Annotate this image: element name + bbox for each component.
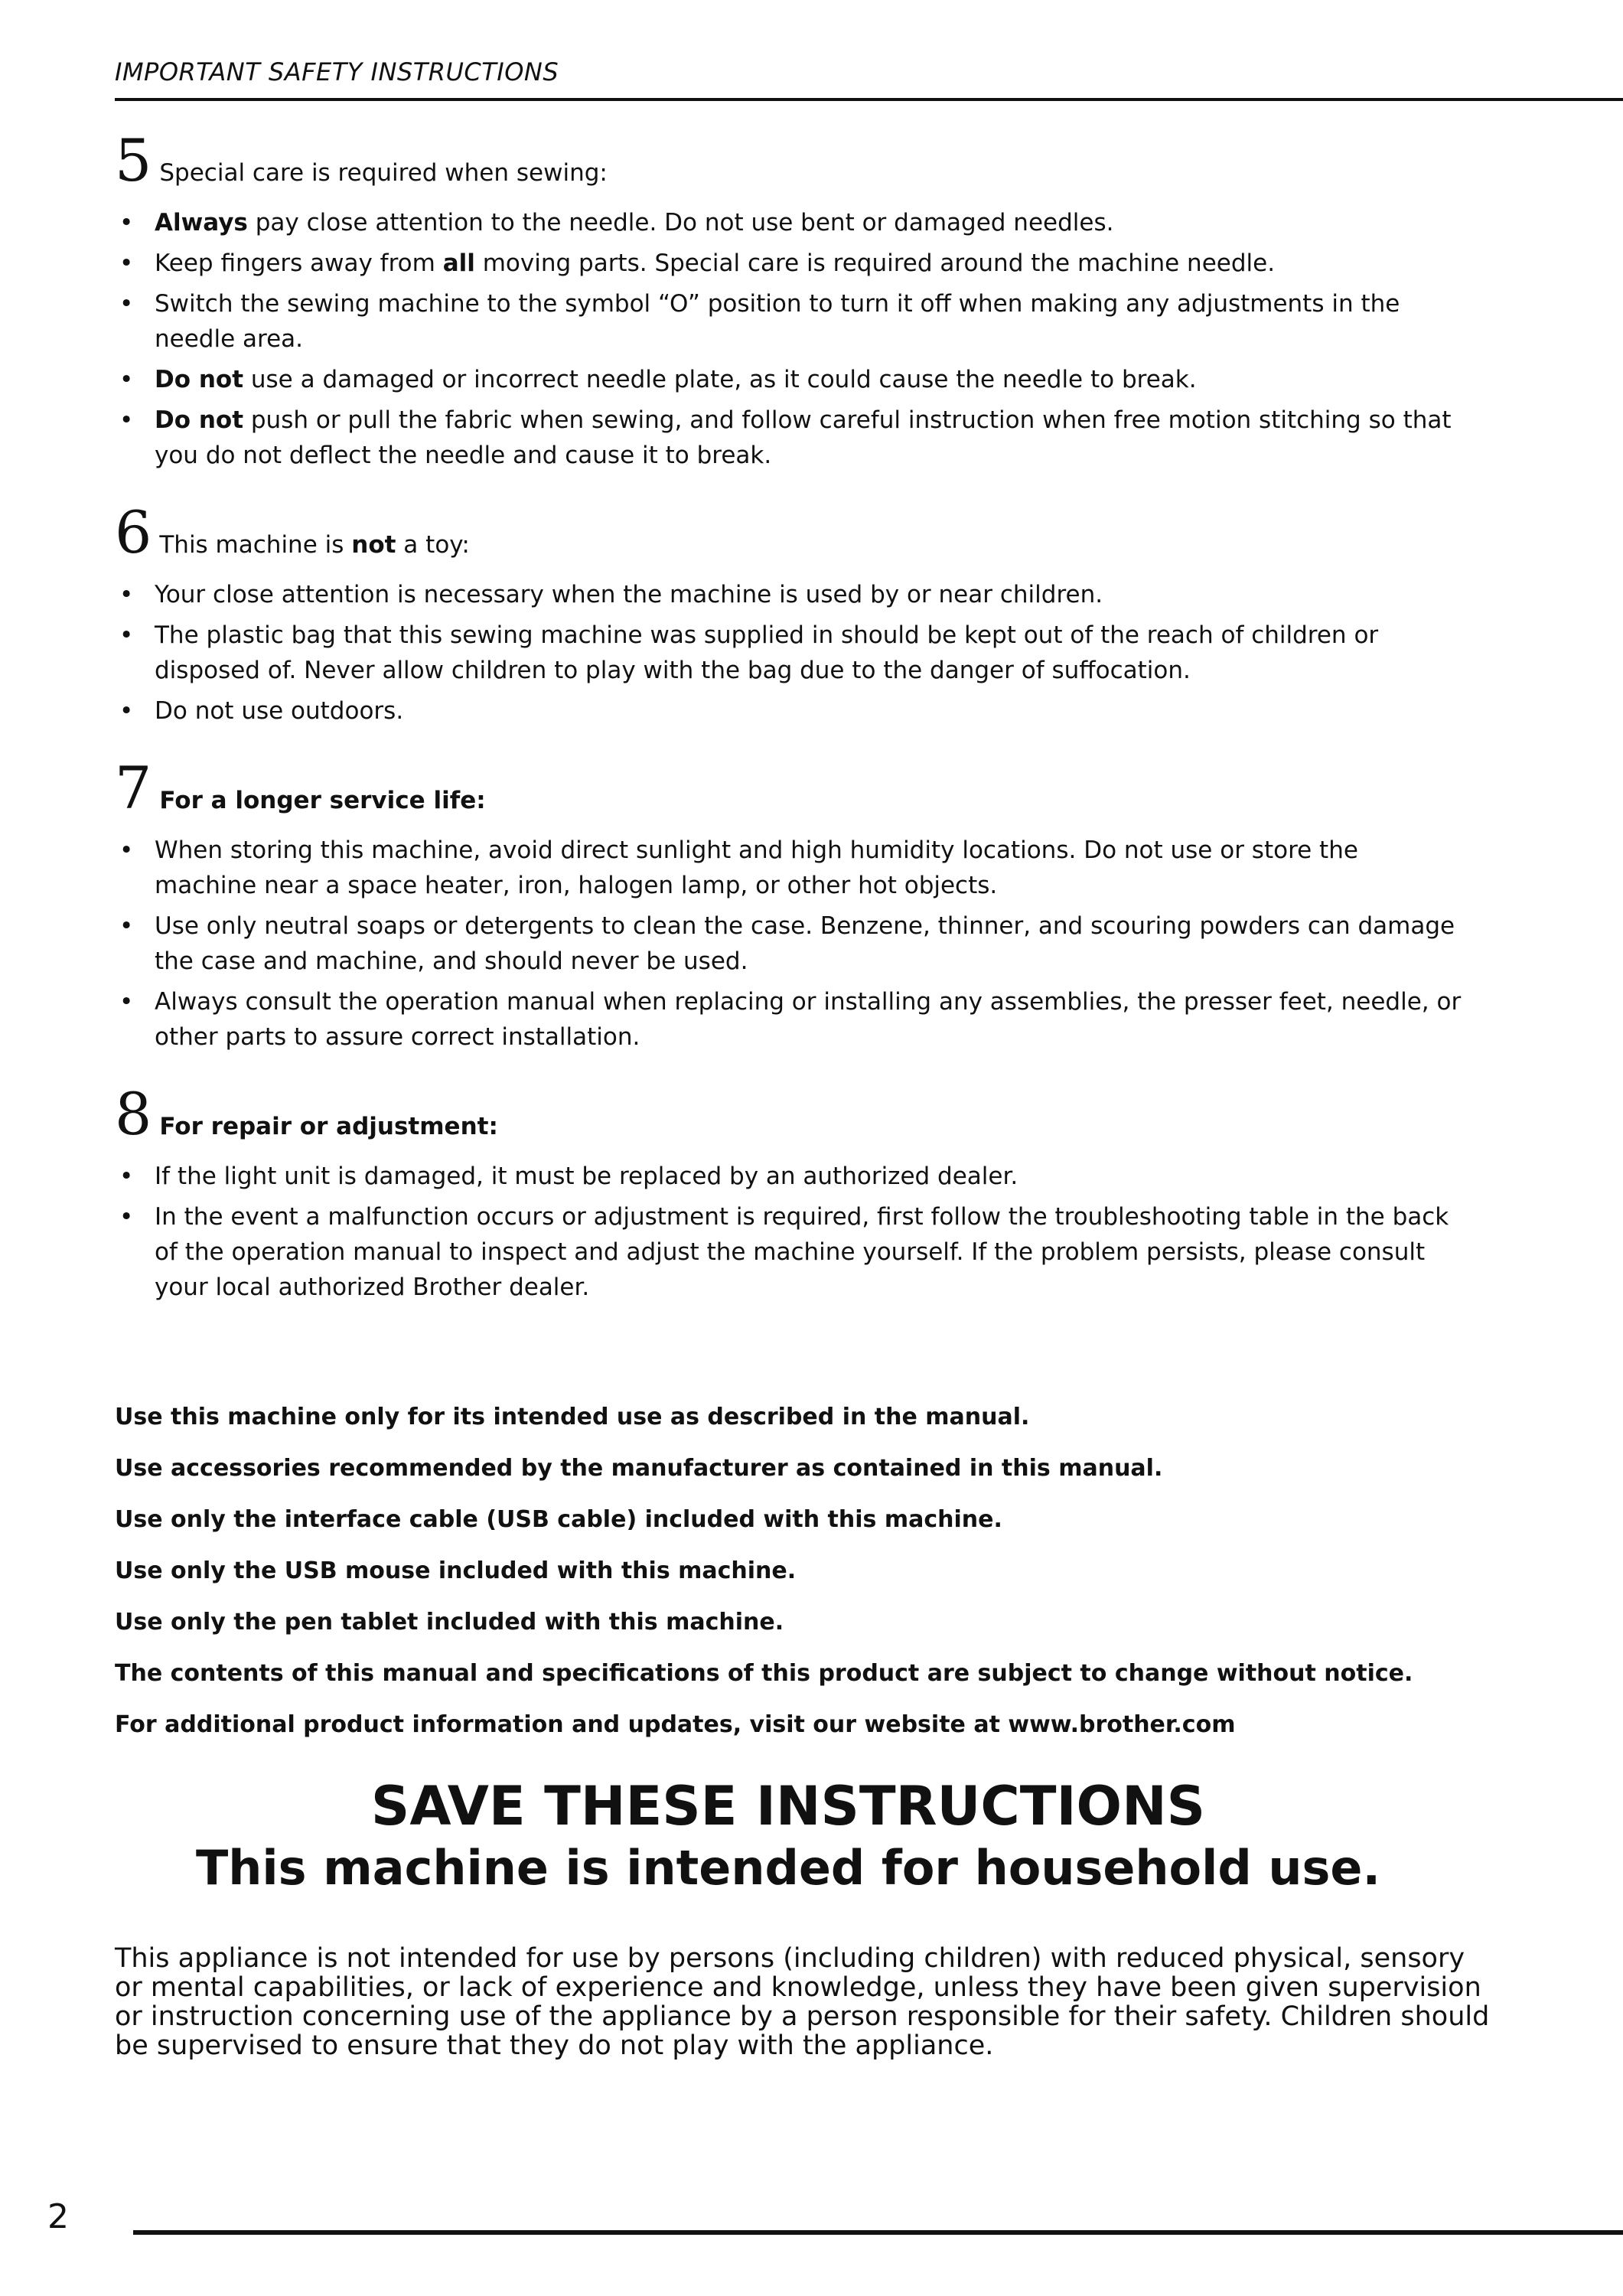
bullet-list	[115, 833, 1462, 1055]
section-number: 8	[115, 1080, 152, 1148]
notice-website: For additional product information and updates, visit our website at www.brother.com	[115, 1711, 1236, 1738]
section-8	[115, 1080, 1462, 1305]
title-text: a toy:	[396, 531, 470, 559]
section-7	[115, 754, 1462, 1055]
bullet-icon: •	[119, 837, 134, 864]
disclaimer-paragraph: This appliance is not intended for use by persons (including children) with reduced physical, sensory or mental capabilities, or lack of experience and knowledge, unless they have been given supervision or instruction concerning use of the appliance by a person responsible for their safety. Children should be supervised to ensure that they do not play with the appliance.	[115, 1943, 1490, 2061]
list-item	[115, 286, 1462, 357]
item-text: Switch the sewing machine to the symbol “O” position to turn it off when making any adjustments in the needle area.	[155, 290, 1400, 353]
emphasis: all	[442, 249, 475, 277]
footer-rule	[133, 2230, 1623, 2235]
list-item	[115, 1159, 1462, 1194]
list-item	[115, 693, 1462, 729]
usage-notices	[115, 1402, 1492, 1761]
bullet-list	[115, 205, 1462, 473]
bullet-list	[115, 577, 1462, 729]
item-text: push or pull the fabric when sewing, and follow careful instruction when free motion stitching so that you do not deflect the needle and cause it to break.	[155, 406, 1452, 469]
bullet-icon: •	[119, 988, 134, 1016]
save-instructions-block	[115, 1774, 1462, 1898]
item-text: moving parts. Special care is required around the machine needle.	[474, 249, 1276, 277]
item-text: pay close attention to the needle. Do not use bent or damaged needles.	[247, 209, 1114, 236]
header-rule	[115, 98, 1623, 101]
notice-specifications: The contents of this manual and specifications of this product are subject to change without notice.	[115, 1660, 1413, 1687]
list-item	[115, 577, 1462, 612]
section-number: 7	[115, 754, 152, 822]
item-text: Your close attention is necessary when the machine is used by or near children.	[155, 581, 1103, 608]
section-title: For repair or adjustment:	[159, 1113, 498, 1140]
item-text: use a damaged or incorrect needle plate, as it could cause the needle to break.	[243, 366, 1197, 393]
save-title: SAVE THESE INSTRUCTIONS	[370, 1775, 1206, 1838]
header-title: IMPORTANT SAFETY INSTRUCTIONS	[115, 57, 559, 86]
bullet-icon: •	[119, 209, 134, 236]
list-item	[115, 984, 1462, 1055]
title-text: This machine is	[159, 531, 352, 559]
bullet-icon: •	[119, 697, 134, 725]
notice-pen-tablet: Use only the pen tablet included with this machine.	[115, 1609, 784, 1636]
emphasis: not	[351, 531, 396, 559]
list-item	[115, 618, 1462, 688]
emphasis: Do not	[155, 366, 244, 393]
bullet-icon: •	[119, 366, 134, 393]
section-title: Special care is required when sewing:	[159, 159, 608, 187]
bullet-icon: •	[119, 290, 134, 318]
list-item	[115, 362, 1462, 397]
safety-content	[115, 126, 1462, 1310]
list-item	[115, 403, 1462, 473]
page-header	[115, 57, 1623, 101]
emphasis: Always	[155, 209, 248, 236]
list-item	[115, 205, 1462, 240]
list-item	[115, 1199, 1462, 1305]
section-heading	[115, 126, 1462, 194]
section-heading	[115, 1080, 1462, 1148]
notice-usb-cable: Use only the interface cable (USB cable) included with this machine.	[115, 1506, 1002, 1533]
item-text: When storing this machine, avoid direct sunlight and high humidity locations. Do not use or store the machine near a space heater, iron, halogen lamp, or other hot objects.	[155, 837, 1358, 899]
notice-intended-use: Use this machine only for its intended use as described in the manual.	[115, 1404, 1030, 1430]
item-text: If the light unit is damaged, it must be replaced by an authorized dealer.	[155, 1163, 1018, 1190]
bullet-icon: •	[119, 249, 134, 277]
section-number: 6	[115, 498, 152, 566]
section-5	[115, 126, 1462, 473]
section-6	[115, 498, 1462, 729]
bullet-icon: •	[119, 1163, 134, 1190]
item-text: Always consult the operation manual when replacing or installing any assemblies, the presser feet, needle, or other parts to assure correct installation.	[155, 988, 1462, 1051]
household-use-title: This machine is intended for household use.	[195, 1840, 1381, 1896]
section-title: For a longer service life:	[159, 787, 486, 814]
item-text: Do not use outdoors.	[155, 697, 404, 725]
item-text: The plastic bag that this sewing machine was supplied in should be kept out of the reach of children or disposed of. Never allow children to play with the bag due to the danger of suffocation.	[155, 621, 1379, 684]
item-text: Use only neutral soaps or detergents to clean the case. Benzene, thinner, and scouring powders can damage the case and machine, and should never be used.	[155, 912, 1455, 975]
section-heading	[115, 754, 1462, 822]
bullet-icon: •	[119, 912, 134, 940]
section-heading	[115, 498, 1462, 566]
page-number: 2	[47, 2197, 69, 2236]
bullet-icon: •	[119, 581, 134, 608]
item-text: In the event a malfunction occurs or adjustment is required, first follow the troubleshooting table in the back of the operation manual to inspect and adjust the machine yourself. If the problem persists, please consult your local authorized Brother dealer.	[155, 1203, 1449, 1301]
bullet-icon: •	[119, 406, 134, 434]
notice-usb-mouse: Use only the USB mouse included with this machine.	[115, 1557, 797, 1584]
bullet-icon: •	[119, 621, 134, 649]
bullet-icon: •	[119, 1203, 134, 1231]
list-item	[115, 908, 1462, 979]
list-item	[115, 246, 1462, 281]
section-title	[159, 530, 469, 560]
item-text: Keep fingers away from	[155, 249, 443, 277]
list-item	[115, 833, 1462, 903]
notice-accessories: Use accessories recommended by the manufacturer as contained in this manual.	[115, 1455, 1163, 1482]
section-number: 5	[115, 126, 152, 194]
emphasis: Do not	[155, 406, 244, 434]
bullet-list	[115, 1159, 1462, 1305]
